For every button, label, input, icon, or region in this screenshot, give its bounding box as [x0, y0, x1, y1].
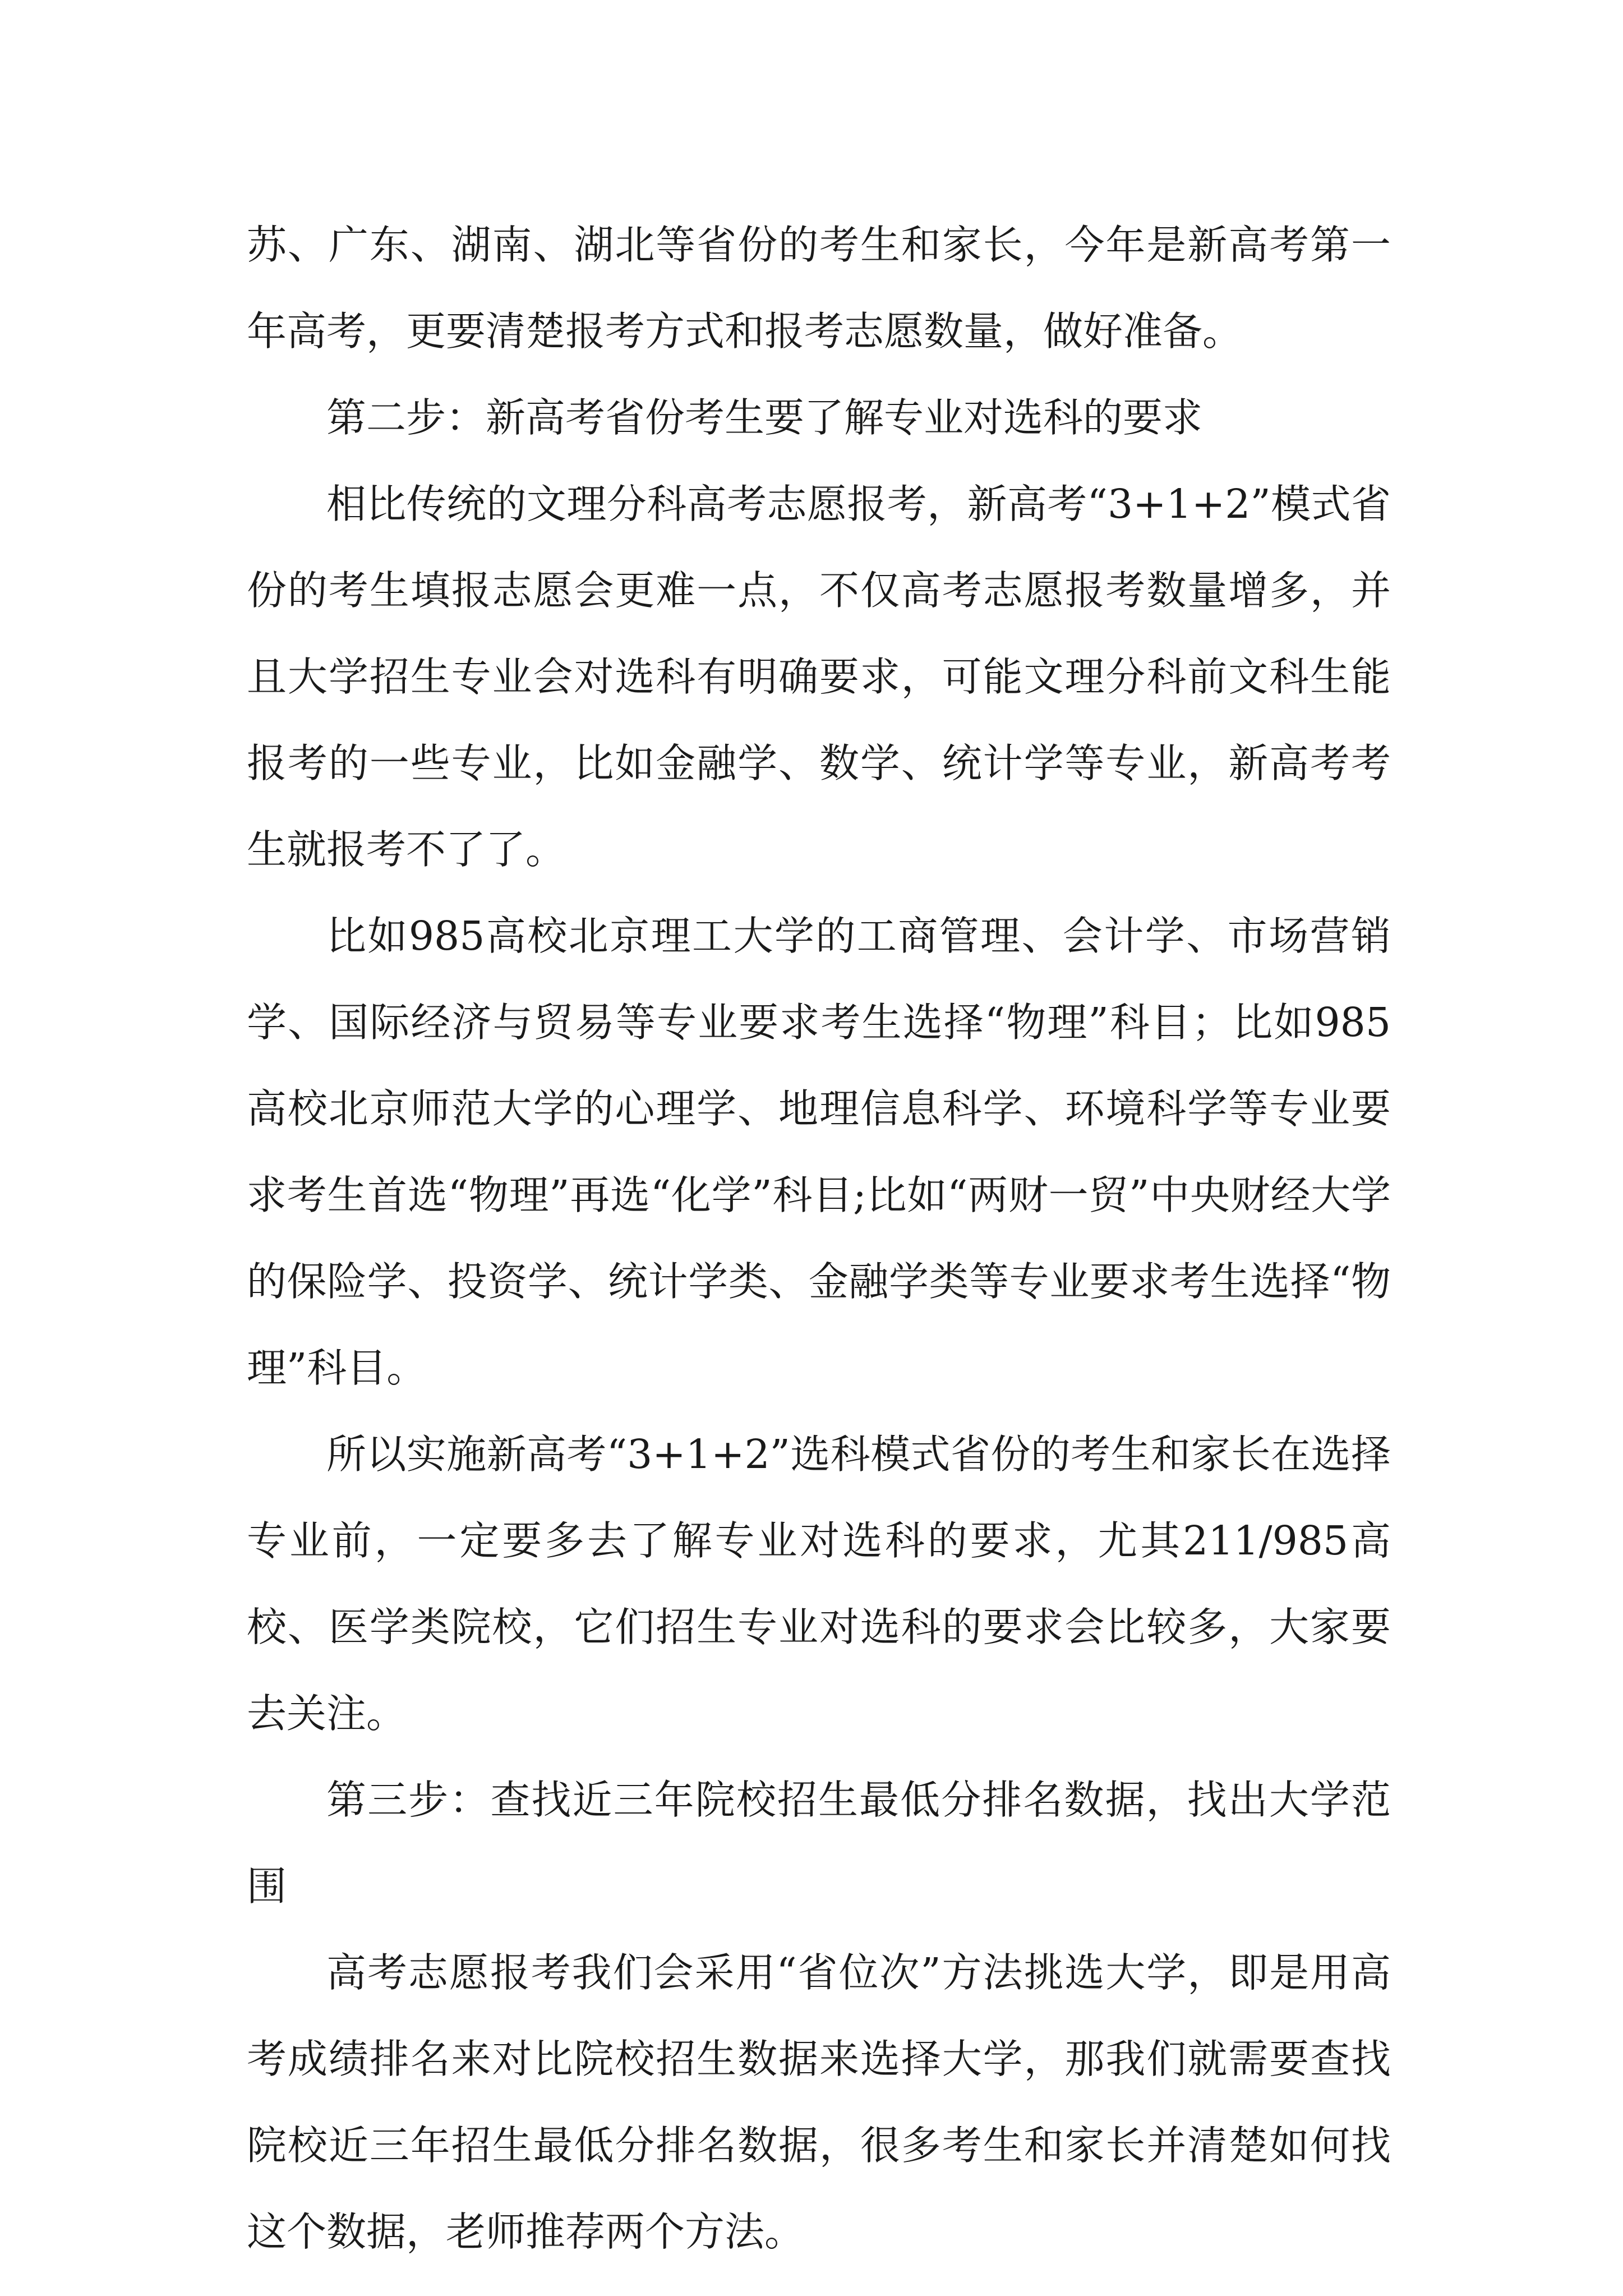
paragraph-step-2-conclusion: 所以实施新高考“3+1+2”选科模式省份的考生和家长在选择专业前，一定要多去了解专业对选科的要求，尤其211/985高校、医学类院校，它们招生专业对选科的要求会比较多，大家要去关注。 [247, 1431, 1391, 1737]
section-heading-step-2: 第二步：新高考省份考生要了解专业对选科的要求 [326, 394, 1203, 441]
paragraph-continuation: 苏、广东、湖南、湖北等省份的考生和家长，今年是新高考第一年高考，更要清楚报考方式和报考志愿数量，做好准备。 [247, 222, 1391, 355]
paragraph-step-2-intro: 相比传统的文理分科高考志愿报考，新高考“3+1+2”模式省份的考生填报志愿会更难一点，不仅高考志愿报考数量增多，并且大学招生专业会对选科有明确要求，可能文理分科前文科生能报考的一些专业，比如金融学、数学、统计学等专业，新高考考生就报考不了了。 [247, 481, 1391, 873]
section-heading-step-3: 第三步：查找近三年院校招生最低分排名数据，找出大学范围 [247, 1777, 1391, 1910]
paragraph-step-2-examples: 比如985高校北京理工大学的工商管理、会计学、市场营销学、国际经济与贸易等专业要求考生选择“物理”科目；比如985高校北京师范大学的心理学、地理信息科学、环境科学等专业要求考生首选“物理”再选“化学”科目;比如“两财一贸”中央财经大学的保险学、投资学、统计学类、金融学类等专业要求考生选择“物理”科目。 [247, 913, 1391, 1391]
paragraph-step-3-intro: 高考志愿报考我们会采用“省位次”方法挑选大学，即是用高考成绩排名来对比院校招生数据来选择大学，那我们就需要查找院校近三年招生最低分排名数据，很多考生和家长并清楚如何找这个数据，老师推荐两个方法。 [247, 1949, 1391, 2255]
document-page [247, 202, 1391, 2275]
